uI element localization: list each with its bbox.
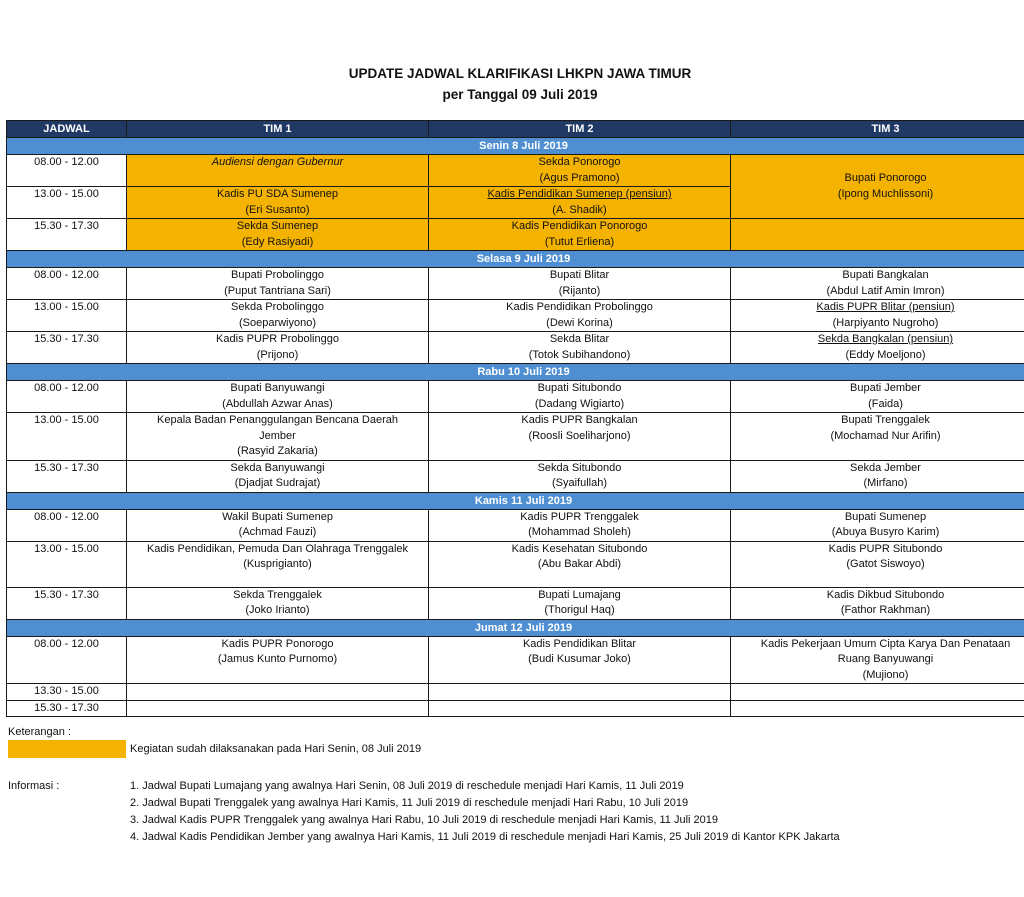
cell-line: (Harpiyanto Nugroho)	[832, 316, 939, 329]
day-label: Jumat 12 Juli 2019	[7, 619, 1024, 636]
schedule-cell	[127, 187, 429, 219]
time-cell: 08.00 - 12.00	[7, 636, 127, 684]
table-row	[7, 684, 1024, 701]
schedule-cell	[127, 413, 429, 461]
document-subtitle: per Tanggal 09 Juli 2019	[442, 87, 598, 102]
cell-line: Kadis Kesehatan Situbondo	[511, 542, 648, 555]
cell-line: Wakil Bupati Sumenep	[222, 510, 333, 523]
schedule-cell	[127, 684, 429, 701]
cell-line: Bupati Trenggalek	[841, 414, 930, 426]
day-row	[7, 138, 1024, 155]
time-cell: 15.30 - 17.30	[7, 700, 127, 717]
day-row	[7, 492, 1024, 509]
cell-line: (Ipong Muchlissoni)	[837, 187, 934, 200]
cell-line: Sekda Bangkalan (pensiun)	[817, 333, 954, 345]
cell-line: Kadis Pendidikan Blitar	[522, 637, 637, 650]
cell-line: (Eri Susanto)	[245, 203, 310, 216]
schedule-table	[6, 120, 1024, 717]
time-cell: 13.00 - 15.00	[7, 413, 127, 461]
cell-line: Sekda Probolinggo	[231, 301, 324, 313]
informasi-item: 2. Jadwal Bupati Trenggalek yang awalnya Hari Kamis, 11 Juli 2019 di reschedule menjadi Hari Rabu, 10 Juli 2019	[130, 797, 689, 809]
cell-line: Ruang Banyuwangi	[837, 653, 934, 665]
schedule-cell	[127, 268, 429, 300]
table-row	[7, 219, 1024, 251]
cell-line: Sekda Jember	[850, 461, 921, 474]
schedule-cell	[429, 684, 731, 701]
informasi-item: 3. Jadwal Kadis PUPR Trenggalek yang awalnya Hari Rabu, 10 Juli 2019 di reschedule menjadi Hari Kamis, 11 Juli 2019	[130, 814, 719, 826]
time-cell: 08.00 - 12.00	[7, 381, 127, 413]
schedule-cell	[127, 219, 429, 251]
day-label: Senin 8 Juli 2019	[7, 138, 1024, 155]
table-row	[7, 300, 1024, 332]
schedule-cell	[127, 332, 429, 364]
keterangan-label: Keterangan :	[8, 726, 71, 738]
cell-line: (Gatot Siswoyo)	[846, 558, 925, 570]
cell-line: Bupati Blitar	[549, 269, 610, 281]
day-row	[7, 364, 1024, 381]
cell-line: (Achmad Fauzi)	[238, 526, 317, 538]
day-label: Selasa 9 Juli 2019	[7, 251, 1024, 268]
schedule-cell	[429, 636, 731, 684]
schedule-cell	[429, 332, 731, 364]
time-cell: 13.00 - 15.00	[7, 300, 127, 332]
cell-line: Kadis PUPR Bangkalan	[521, 414, 638, 426]
schedule-cell	[731, 636, 1024, 684]
schedule-cell	[731, 460, 1024, 492]
cell-line: (Faida)	[868, 397, 903, 410]
legend-swatch	[8, 740, 126, 758]
cell-line: (Djadjat Sudrajat)	[234, 477, 321, 489]
table-row	[7, 587, 1024, 619]
cell-line: Bupati Situbondo	[537, 382, 622, 394]
table-row	[7, 332, 1024, 364]
table-row	[7, 509, 1024, 541]
schedule-cell	[127, 636, 429, 684]
schedule-cell	[127, 381, 429, 413]
schedule-cell	[127, 541, 429, 587]
table-row	[7, 700, 1024, 717]
schedule-cell	[731, 268, 1024, 300]
time-cell: 15.30 - 17.30	[7, 587, 127, 619]
cell-line: (Edy Rasiyadi)	[241, 235, 314, 248]
cell-line: (Totok Subihandono)	[528, 348, 631, 361]
schedule-cell	[429, 268, 731, 300]
day-row	[7, 251, 1024, 268]
cell-line: Kadis PUPR Ponorogo	[221, 637, 334, 650]
cell-line: Sekda Situbondo	[537, 461, 622, 474]
schedule-cell	[429, 300, 731, 332]
cell-line: (Eddy Moeljono)	[845, 348, 926, 361]
cell-line: (Prijono)	[256, 348, 299, 361]
schedule-cell	[429, 541, 731, 587]
informasi-item: 1. Jadwal Bupati Lumajang yang awalnya Hari Senin, 08 Juli 2019 di reschedule menjadi Hari Kamis, 11 Juli 2019	[130, 780, 684, 792]
cell-line: Kadis Pekerjaan Umum Cipta Karya Dan Penataan	[760, 637, 1011, 650]
cell-line: Kadis PUPR Trenggalek	[520, 510, 639, 523]
cell-line: (A. Shadik)	[552, 203, 607, 216]
schedule-cell	[731, 219, 1024, 251]
time-cell: 13.30 - 15.00	[7, 684, 127, 701]
cell-line: Jember	[259, 429, 296, 442]
cell-line: Kadis Pendidikan Sumenep (pensiun)	[487, 188, 672, 200]
schedule-cell	[429, 155, 731, 187]
document-title: UPDATE JADWAL KLARIFIKASI LHKPN JAWA TIMUR	[348, 66, 692, 81]
schedule-cell	[429, 381, 731, 413]
schedule-cell	[731, 684, 1024, 701]
cell-line: (Mujiono)	[862, 668, 909, 681]
table-row	[7, 541, 1024, 587]
header-tim1: TIM 1	[127, 121, 429, 138]
informasi-item: 4. Jadwal Kadis Pendidikan Jember yang awalnya Hari Kamis, 11 Juli 2019 di reschedule menjadi Hari Kamis, 25 Juli 2019 di Kantor KPK Jakarta	[130, 831, 840, 843]
cell-line: Kadis Pendidikan Probolinggo	[506, 301, 653, 313]
schedule-cell	[127, 587, 429, 619]
schedule-cell	[731, 700, 1024, 717]
table-row	[7, 413, 1024, 461]
time-cell: 15.30 - 17.30	[7, 332, 127, 364]
day-row	[7, 619, 1024, 636]
cell-line: Kadis PUPR Blitar (pensiun)	[816, 301, 955, 313]
cell-line: (Rijanto)	[558, 284, 601, 297]
cell-line: (Budi Kusumar Joko)	[528, 653, 631, 665]
cell-line: Sekda Trenggalek	[233, 588, 322, 601]
cell-line: (Roosli Soeliharjono)	[528, 429, 631, 442]
schedule-cell	[731, 541, 1024, 587]
cell-line: Kadis PUPR Situbondo	[828, 542, 943, 555]
schedule-cell	[429, 413, 731, 461]
schedule-cell	[731, 381, 1024, 413]
cell-line: (Tutut Erliena)	[544, 235, 615, 248]
cell-line: (Syaifullah)	[551, 477, 608, 489]
schedule-cell	[429, 460, 731, 492]
cell-line: (Mirfano)	[863, 477, 908, 489]
table-row	[7, 381, 1024, 413]
cell-line: (Thorigul Haq)	[544, 604, 615, 616]
header-tim3: TIM 3	[731, 121, 1024, 138]
cell-line: Kadis Pendidikan Ponorogo	[511, 220, 648, 232]
cell-line: Kepala Badan Penanggulangan Bencana Daerah	[157, 414, 398, 426]
cell-line: (Joko Irianto)	[245, 604, 310, 616]
schedule-cell	[429, 509, 731, 541]
cell-line: (Abdul Latif Amin Imron)	[826, 284, 945, 297]
time-cell: 13.00 - 15.00	[7, 541, 127, 587]
schedule-cell	[127, 300, 429, 332]
schedule-cell	[731, 155, 1024, 219]
cell-line: (Fathor Rakhman)	[840, 604, 931, 616]
schedule-cell	[127, 509, 429, 541]
cell-line: (Rasyid Zakaria)	[237, 445, 318, 457]
time-cell: 13.00 - 15.00	[7, 187, 127, 219]
schedule-cell	[731, 300, 1024, 332]
cell-line: Kadis Pendidikan, Pemuda Dan Olahraga Trenggalek	[146, 542, 409, 555]
schedule-cell	[429, 187, 731, 219]
schedule-cell	[127, 155, 429, 187]
schedule-cell	[127, 700, 429, 717]
header-row	[7, 121, 1024, 138]
cell-line: Sekda Ponorogo	[538, 156, 621, 168]
schedule-cell	[731, 587, 1024, 619]
time-cell: 15.30 - 17.30	[7, 460, 127, 492]
cell-line: (Dewi Korina)	[546, 316, 613, 329]
cell-line: Sekda Banyuwangi	[230, 461, 325, 474]
header-tim2: TIM 2	[429, 121, 731, 138]
schedule-cell	[731, 509, 1024, 541]
schedule-cell	[127, 460, 429, 492]
day-label: Rabu 10 Juli 2019	[7, 364, 1024, 381]
cell-line: (Mochamad Nur Arifin)	[830, 429, 941, 442]
cell-line: Kadis Dikbud Situbondo	[826, 588, 945, 601]
cell-line: (Agus Pramono)	[539, 171, 620, 184]
cell-line: Bupati Sumenep	[844, 510, 927, 523]
schedule-cell	[731, 413, 1024, 461]
cell-line: Bupati Ponorogo	[844, 172, 927, 184]
legend-text: Kegiatan sudah dilaksanakan pada Hari Senin, 08 Juli 2019	[130, 743, 422, 755]
cell-line: (Soeparwiyono)	[238, 316, 317, 329]
cell-line: Bupati Probolinggo	[231, 269, 324, 281]
schedule-cell	[429, 700, 731, 717]
cell-line: (Dadang Wigiarto)	[534, 397, 625, 410]
schedule-cell	[429, 219, 731, 251]
cell-line: Kadis PUPR Probolinggo	[216, 333, 339, 345]
schedule-cell	[731, 332, 1024, 364]
time-cell: 08.00 - 12.00	[7, 155, 127, 187]
informasi-label: Informasi :	[8, 780, 60, 792]
time-cell: 08.00 - 12.00	[7, 268, 127, 300]
cell-line: (Abuya Busyro Karim)	[831, 526, 940, 538]
schedule-cell	[429, 587, 731, 619]
header-jadwal: JADWAL	[7, 121, 127, 138]
table-row	[7, 155, 1024, 187]
cell-line: Bupati Lumajang	[538, 588, 621, 601]
table-row	[7, 636, 1024, 684]
time-cell: 15.30 - 17.30	[7, 219, 127, 251]
cell-line: Audiensi dengan Gubernur	[211, 156, 344, 168]
cell-line: Bupati Banyuwangi	[230, 382, 325, 394]
cell-line: Kadis PU SDA Sumenep	[216, 188, 339, 200]
cell-line: (Mohammad Sholeh)	[528, 526, 631, 538]
cell-line: Sekda Sumenep	[236, 220, 319, 232]
cell-line: Bupati Jember	[850, 382, 921, 394]
table-row	[7, 460, 1024, 492]
table-row	[7, 268, 1024, 300]
cell-line: (Abdullah Azwar Anas)	[222, 397, 333, 410]
cell-line: Sekda Blitar	[549, 333, 610, 345]
day-label: Kamis 11 Juli 2019	[7, 492, 1024, 509]
cell-line: (Puput Tantriana Sari)	[224, 284, 331, 297]
cell-line: (Abu Bakar Abdi)	[537, 558, 622, 570]
cell-line: Bupati Bangkalan	[842, 269, 929, 281]
cell-line: (Jamus Kunto Purnomo)	[217, 653, 338, 665]
cell-line: (Kusprigianto)	[243, 558, 312, 570]
time-cell: 08.00 - 12.00	[7, 509, 127, 541]
